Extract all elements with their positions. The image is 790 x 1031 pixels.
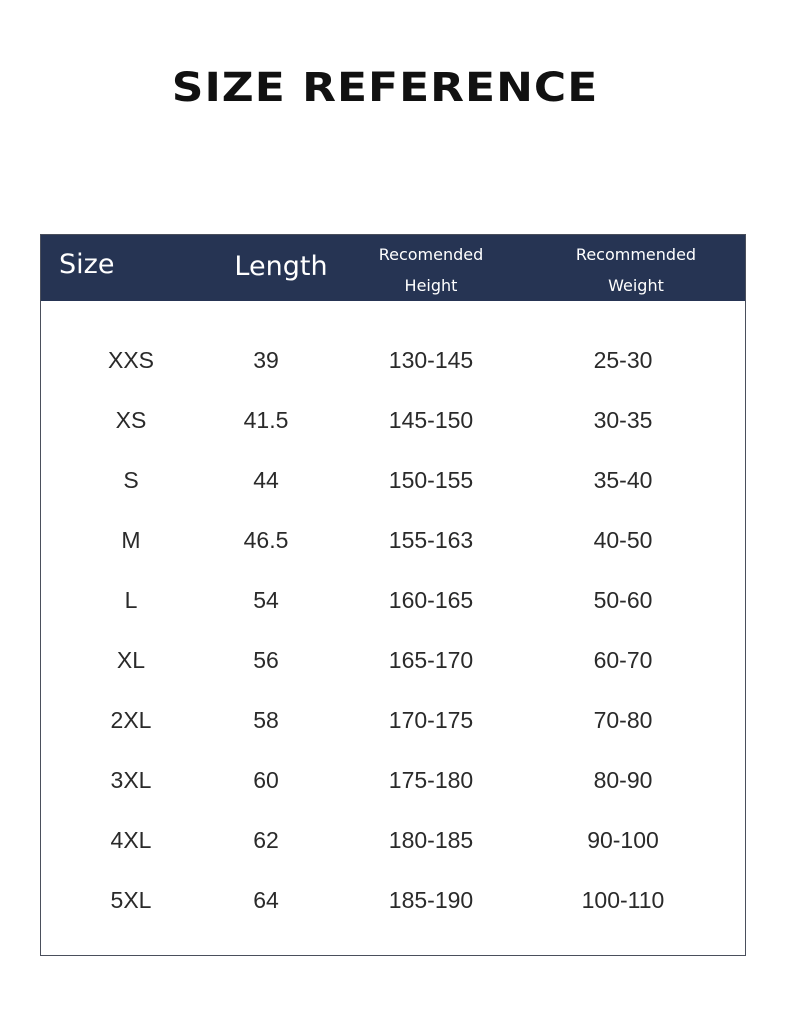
table-header [41, 235, 745, 301]
cell-length: 39 [253, 347, 279, 373]
cell-size: 3XL [110, 767, 152, 793]
cell-weight: 80-90 [593, 767, 653, 793]
cell-size: 5XL [110, 887, 152, 913]
header-height-line2: Height [404, 276, 458, 295]
header-weight-line1: Recommended [575, 245, 697, 264]
cell-weight: 25-30 [593, 347, 653, 373]
cell-length: 56 [253, 647, 279, 673]
cell-length: 62 [253, 827, 279, 853]
cell-size: 2XL [110, 707, 152, 733]
cell-size: XL [116, 647, 146, 673]
table-row [41, 690, 745, 750]
size-table [40, 234, 746, 956]
table-row [41, 390, 745, 450]
cell-size: S [123, 467, 139, 493]
cell-size: XXS [107, 347, 155, 373]
cell-weight: 70-80 [593, 707, 653, 733]
cell-length: 64 [253, 887, 279, 913]
header-weight [561, 237, 711, 303]
cell-height: 170-175 [388, 707, 474, 733]
table-row [41, 330, 745, 390]
cell-height: 180-185 [388, 827, 474, 853]
cell-length: 46.5 [243, 527, 289, 553]
cell-size: L [124, 587, 138, 613]
cell-height: 185-190 [388, 887, 474, 913]
table-row [41, 510, 745, 570]
cell-height: 155-163 [388, 527, 474, 553]
cell-height: 165-170 [388, 647, 474, 673]
cell-size: M [121, 527, 141, 553]
cell-length: 58 [253, 707, 279, 733]
page-title: SIZE REFERENCE [171, 64, 599, 111]
cell-height: 130-145 [388, 347, 474, 373]
cell-length: 60 [253, 767, 279, 793]
table-body [41, 330, 745, 930]
table-row [41, 810, 745, 870]
cell-weight: 90-100 [587, 827, 659, 853]
cell-weight: 30-35 [593, 407, 653, 433]
header-length: Length [234, 250, 328, 282]
cell-size: XS [115, 407, 147, 433]
cell-weight: 40-50 [593, 527, 653, 553]
header-height [361, 237, 501, 303]
cell-weight: 35-40 [593, 467, 653, 493]
table-row [41, 870, 745, 930]
cell-length: 54 [253, 587, 279, 613]
cell-height: 175-180 [388, 767, 474, 793]
cell-height: 160-165 [388, 587, 474, 613]
cell-height: 145-150 [388, 407, 474, 433]
header-size: Size [59, 248, 115, 280]
cell-size: 4XL [110, 827, 152, 853]
table-row [41, 750, 745, 810]
header-weight-line2: Weight [608, 276, 664, 295]
cell-length: 41.5 [243, 407, 289, 433]
cell-length: 44 [253, 467, 279, 493]
table-row [41, 450, 745, 510]
table-row [41, 570, 745, 630]
cell-height: 150-155 [388, 467, 474, 493]
header-height-line1: Recomended [378, 245, 484, 264]
cell-weight: 100-110 [581, 887, 665, 913]
cell-weight: 50-60 [593, 587, 653, 613]
table-row [41, 630, 745, 690]
cell-weight: 60-70 [593, 647, 653, 673]
